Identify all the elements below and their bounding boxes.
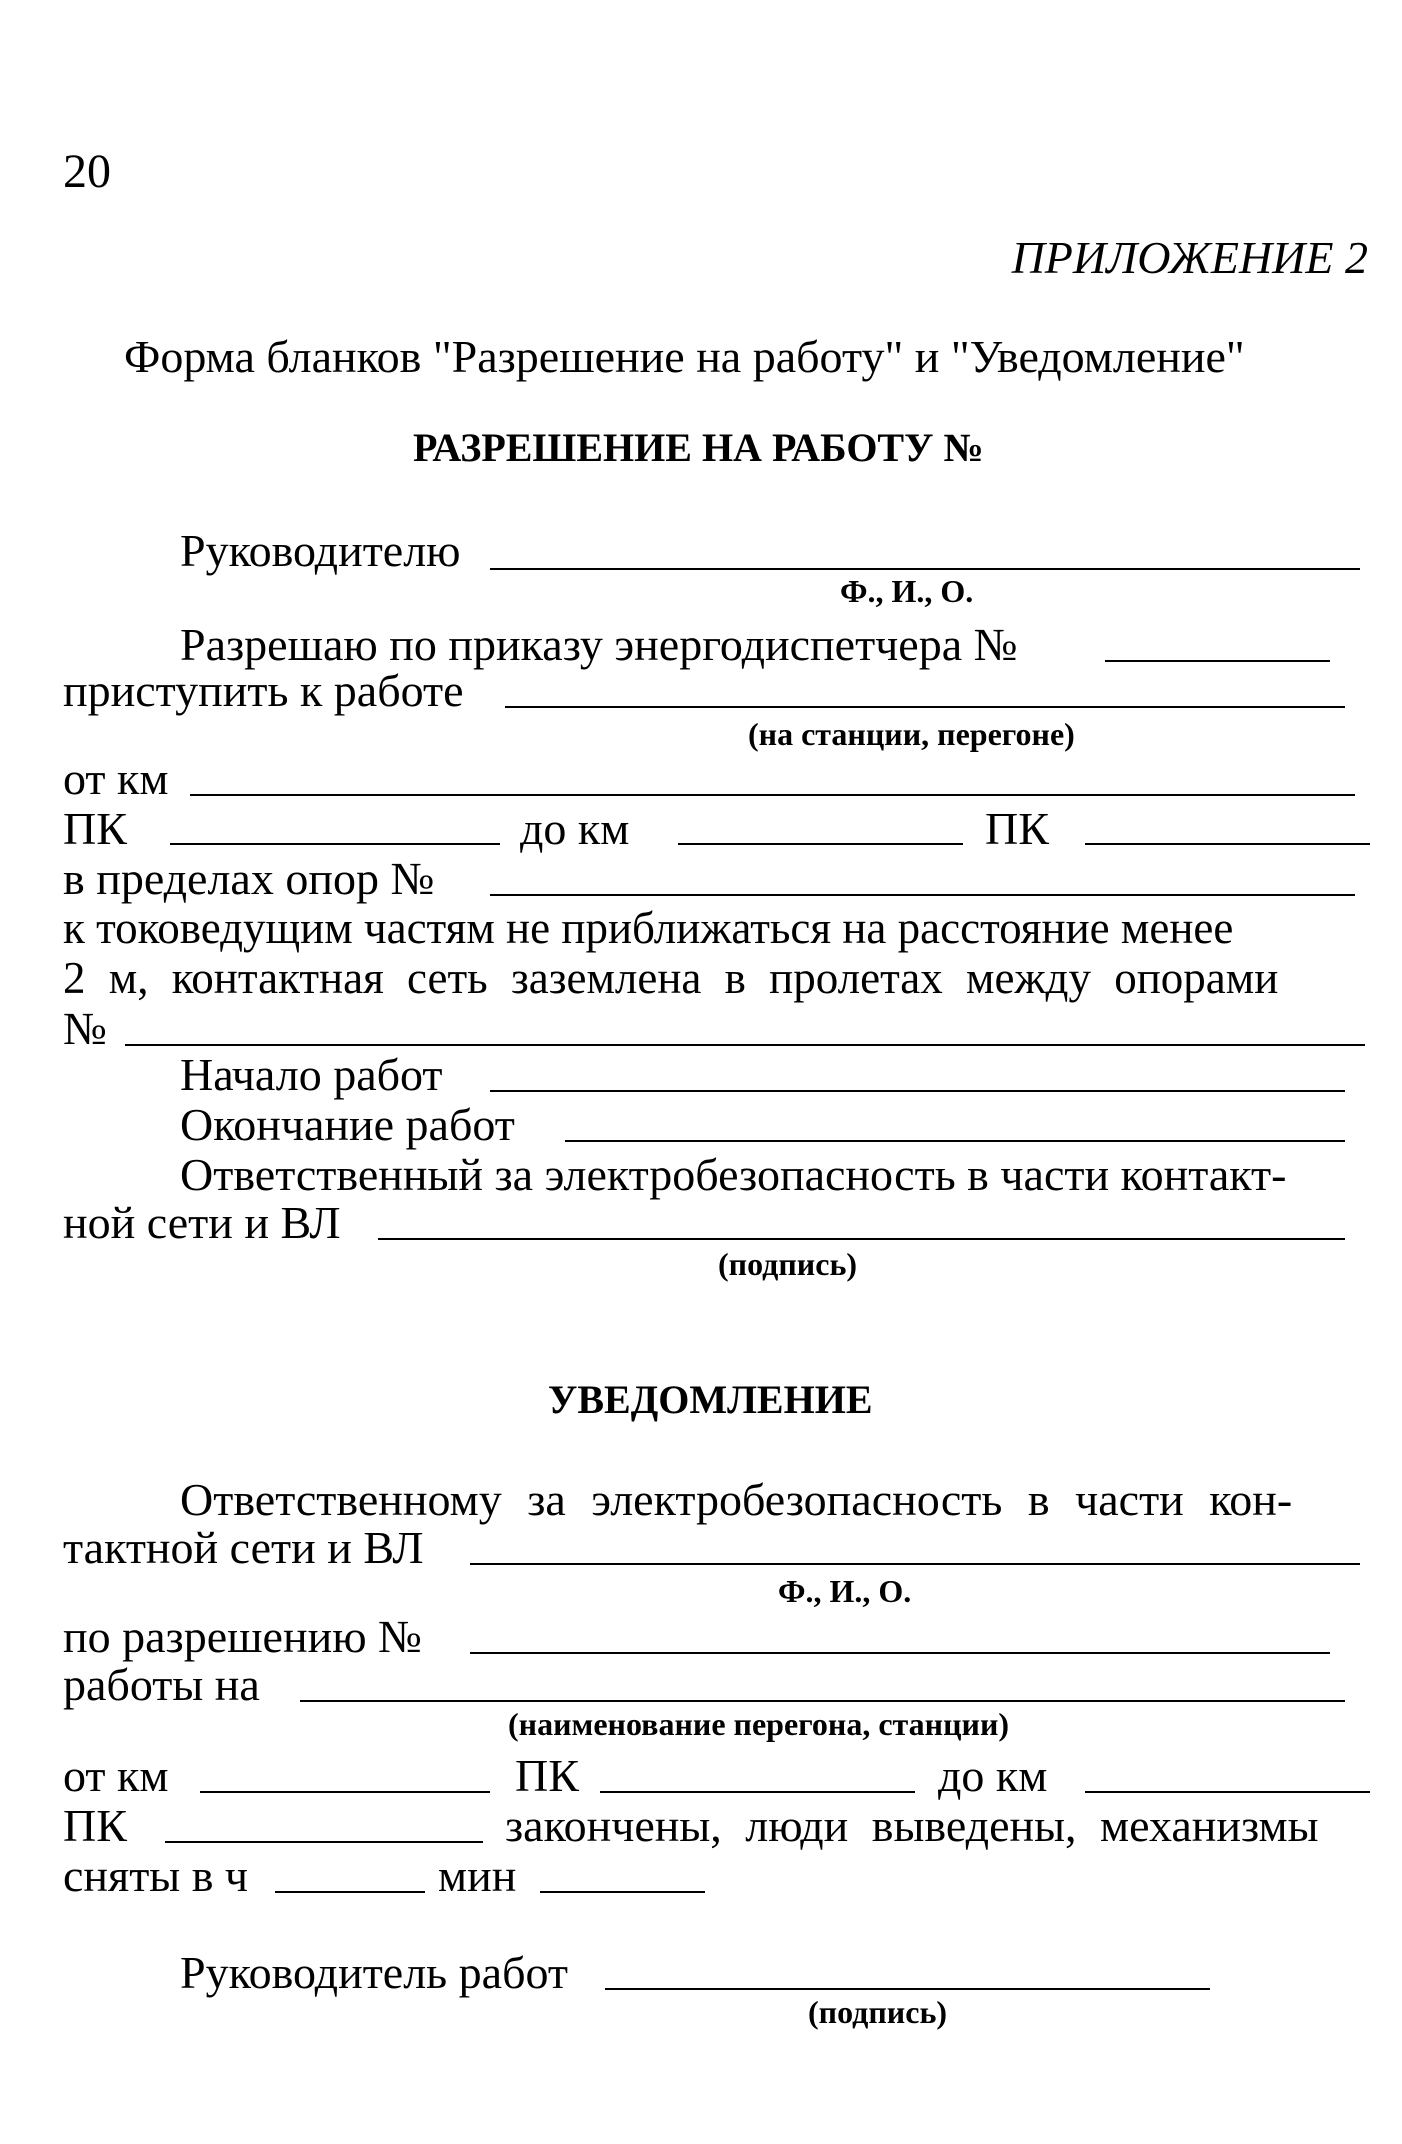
permit-supports-label: в пределах опор № <box>63 853 435 904</box>
permit-work-start-label: Начало работ <box>180 1049 443 1100</box>
notice-head-signature-field[interactable] <box>605 1988 1210 1990</box>
permit-signature-caption: (подпись) <box>718 1246 858 1282</box>
permit-order-number-field[interactable] <box>1105 660 1330 662</box>
notice-minutes-field[interactable] <box>540 1891 705 1893</box>
permit-pk-label: ПК <box>63 803 127 854</box>
notice-pk2-label: ПК <box>63 1800 127 1851</box>
notice-pk-field[interactable] <box>600 1791 915 1793</box>
notice-to-km-field[interactable] <box>1085 1791 1370 1793</box>
permit-responsible-line-2: ной сети и ВЛ <box>63 1197 341 1248</box>
notice-finished-label: закончены, люди выведены, механизмы <box>505 1800 1319 1851</box>
permit-location-caption: (на станции, перегоне) <box>748 716 1075 752</box>
notice-pk-label: ПК <box>515 1750 579 1801</box>
permit-responsible-line-1: Ответственный за электробезопасность в части контакт- <box>180 1149 1287 1200</box>
notice-removed-at-label: сняты в ч <box>63 1850 249 1901</box>
permit-warning-line-3: № <box>63 1003 107 1054</box>
permit-from-km-field[interactable] <box>190 794 1355 796</box>
permit-from-km-label: от км <box>63 753 169 804</box>
notice-heading: УВЕДОМЛЕНИЕ <box>548 1377 873 1422</box>
page-number: 20 <box>63 145 111 198</box>
permit-heading: РАЗРЕШЕНИЕ НА РАБОТУ № <box>413 425 984 470</box>
notice-to-km-label: до км <box>938 1750 1048 1801</box>
notice-signature-caption: (подпись) <box>808 1994 948 2030</box>
notice-place-caption: (наименование перегона, станции) <box>508 1706 1010 1742</box>
permit-fio-caption: Ф., И., О. <box>840 573 974 609</box>
notice-fio-caption: Ф., И., О. <box>778 1573 912 1609</box>
permit-location-field[interactable] <box>505 706 1345 708</box>
permit-pk2-field[interactable] <box>1085 843 1370 845</box>
notice-permit-number-field[interactable] <box>470 1652 1330 1654</box>
permit-responsible-signature-field[interactable] <box>378 1238 1345 1240</box>
notice-from-km-field[interactable] <box>200 1791 490 1793</box>
permit-to-head-label: Руководителю <box>180 525 461 576</box>
notice-minutes-label: мин <box>438 1850 517 1901</box>
permit-warning-line-2: 2 м, контактная сеть заземлена в пролетах между опорами <box>63 953 1279 1003</box>
permit-work-end-label: Окончание работ <box>180 1099 515 1150</box>
permit-to-km-label: до км <box>520 803 630 854</box>
permit-head-name-field[interactable] <box>490 568 1360 570</box>
notice-place-field[interactable] <box>300 1700 1345 1702</box>
form-title: Форма бланков "Разрешение на работу" и "Уведомление" <box>124 331 1245 382</box>
permit-pk-field[interactable] <box>170 843 500 845</box>
notice-works-on-label: работы на <box>63 1659 260 1710</box>
appendix-label: ПРИЛОЖЕНИЕ 2 <box>1011 232 1368 283</box>
notice-by-permit-label: по разрешению № <box>63 1611 422 1662</box>
permit-to-km-field[interactable] <box>678 843 963 845</box>
permit-grounded-supports-field[interactable] <box>125 1044 1365 1046</box>
permit-start-label: приступить к работе <box>63 665 464 716</box>
notice-hours-field[interactable] <box>275 1891 425 1893</box>
notice-responsible-name-field[interactable] <box>470 1563 1360 1565</box>
permit-supports-field[interactable] <box>490 894 1355 896</box>
permit-pk2-label: ПК <box>985 803 1049 854</box>
notice-pk2-field[interactable] <box>165 1841 483 1843</box>
notice-to-responsible-line-1: Ответственному за электробезопасность в части кон- <box>180 1474 1293 1525</box>
notice-to-responsible-line-2: тактной сети и ВЛ <box>63 1522 424 1573</box>
permit-warning-line-1: к токоведущим частям не приближаться на расстояние менее <box>63 903 1234 953</box>
permit-work-end-field[interactable] <box>565 1140 1345 1142</box>
notice-head-of-work-label: Руководитель работ <box>180 1947 568 1998</box>
permit-allow-label: Разрешаю по приказу энергодиспетчера № <box>180 619 1018 670</box>
permit-work-start-field[interactable] <box>490 1090 1345 1092</box>
notice-from-km-label: от км <box>63 1750 169 1801</box>
